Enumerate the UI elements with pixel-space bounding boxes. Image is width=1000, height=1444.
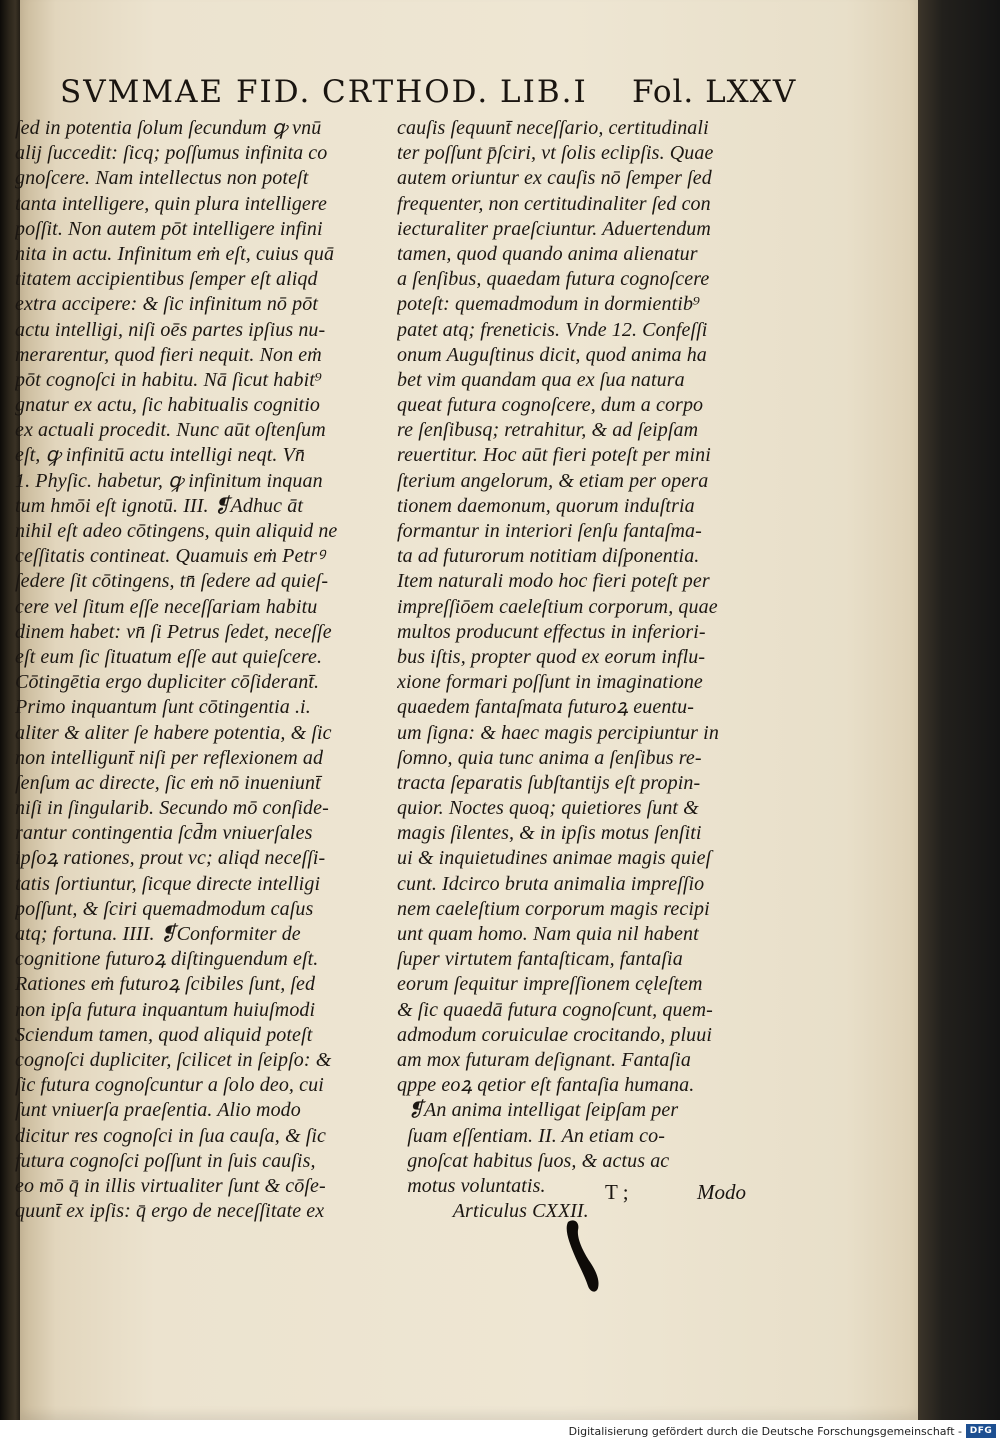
text-line: queat futura cognoſcere, dum a corpo xyxy=(397,394,704,417)
text-line: ſedere ſit cōtingens, tn̄ ſedere ad quieſ- xyxy=(15,570,329,593)
text-line: um ſigna: & haec magis percipiuntur in xyxy=(397,721,719,744)
text-line: Articulus CXXII. xyxy=(397,1200,589,1223)
text-line: ſic futura cognoſcuntur a ſolo deo, cui xyxy=(15,1074,324,1097)
text-line: iecturaliter praeſciuntur. Aduertendum xyxy=(397,217,711,240)
text-line: formantur in interiori ſenſu fantaſma- xyxy=(397,520,702,542)
text-line: atq; fortuna. IIII. ❡Conformiter de xyxy=(15,923,301,945)
text-line: cunt. Idcirco bruta animalia impreſſio xyxy=(397,872,705,895)
text-line: cognitione futuroꝝ diſtinguendum eſt. xyxy=(15,948,319,971)
text-line: reuertitur. Hoc aūt fieri poteſt per mini xyxy=(397,444,711,467)
text-line: ſunt vniuerſa praeſentia. Alio modo xyxy=(15,1099,301,1122)
text-line: 1. Phyſic. habetur, ꝙ infinitum inquan xyxy=(15,469,323,492)
text-line: onum Auguſtinus dicit, quod anima ha xyxy=(397,343,707,366)
text-line: nita in actu. Infinitum eṁ eſt, cuius quā xyxy=(15,242,335,265)
right-text-column xyxy=(397,116,765,1224)
text-line: dinem habet: vn̄ ſi Petrus ſedet, neceſſe xyxy=(15,620,332,643)
text-line: eſt, ꝙ infinitū actu intelligi neqt. Vn̄ xyxy=(15,444,305,467)
text-line: nem caeleſtium corporum magis recipi xyxy=(397,897,710,920)
text-line: titatem accipientibus ſemper eſt aliqd xyxy=(15,268,318,291)
text-line: quior. Noctes quoq; quietiores ſunt & xyxy=(397,797,699,820)
text-line: cere vel ſitum eſſe neceſſariam habitu xyxy=(15,595,318,618)
text-line: tanta intelligere, quin plura intelligere xyxy=(15,192,328,215)
text-line: ❡An anima intelligat ſeipſam per xyxy=(397,1099,679,1122)
text-line: ſed in potentia ſolum ſecundum ꝙ vnū xyxy=(15,117,322,139)
header-title-part: CRTHOD. xyxy=(322,74,490,110)
text-line: rantur contingentia ſcd̄m vniuerſales xyxy=(15,822,313,845)
text-line: ſenſum ac directe, ſic eṁ nō inueniunt̄ xyxy=(15,771,321,794)
dfg-logo: DFG xyxy=(966,1424,996,1438)
text-line: Primo inquantum ſunt cōtingentia .i. xyxy=(15,696,311,719)
digitization-footer xyxy=(0,1420,1000,1444)
text-line: extra accipere: & ſic infinitum nō pōt xyxy=(15,293,318,316)
text-line: qppe eoꝝ qetior eſt fantaſia humana. xyxy=(397,1074,695,1097)
text-line: eo mō q̄ in illis virtualiter ſunt & cōſe- xyxy=(15,1174,326,1197)
text-line: non intelligunt̄ niſi per reflexionem ad xyxy=(15,746,324,769)
text-line: merarentur, quod fieri nequit. Non eṁ xyxy=(15,343,322,366)
text-line: dicitur res cognoſci in ſua cauſa, & ſic xyxy=(15,1124,326,1147)
text-line: cauſis ſequunt̄ neceſſario, certitudinali xyxy=(397,117,709,139)
text-line: alij ſuccedit: ſicq; poſſumus infinita co xyxy=(15,142,328,165)
text-line: frequenter, non certitudinaliter ſed con xyxy=(397,192,711,215)
text-line: Item naturali modo hoc fieri poteſt per xyxy=(397,570,710,593)
signature-mark: T ; xyxy=(605,1180,629,1204)
text-line: patet atq; freneticis. Vnde 12. Confeſſi xyxy=(397,318,708,341)
text-line: ui & inquietudines animae magis quieſ xyxy=(397,847,712,870)
text-line: gnoſcere. Nam intellectus non poteſt xyxy=(15,167,309,190)
text-line: & ſic quaedā futura cognoſcunt, quem- xyxy=(397,998,713,1021)
text-line: ſuam eſſentiam. II. An etiam co- xyxy=(397,1124,665,1147)
text-line: am mox futuram deſignant. Fantaſia xyxy=(397,1048,691,1071)
text-line: quaedem fantaſmata futuroꝝ euentu- xyxy=(397,696,694,719)
text-line: aliter & aliter ſe habere potentia, & ſic xyxy=(15,721,332,744)
text-line: multos producunt effectus in inferiori- xyxy=(397,620,706,643)
text-line: ſterium angelorum, & etiam per opera xyxy=(397,469,709,492)
text-line: tracta ſeparatis ſubſtantijs eſt propin- xyxy=(397,771,701,794)
text-line: actu intelligi, niſi oēs partes ipſius nu- xyxy=(15,318,326,341)
text-line: ceſſitatis contineat. Quamuis eṁ Petrꝰ xyxy=(15,545,325,568)
text-line: nihil eſt adeo cōtingens, quin aliquid ne xyxy=(15,520,338,542)
header-folio-number: Fol. LXXV xyxy=(632,74,797,110)
header-title-part: FID. xyxy=(236,74,312,110)
text-line: admodum coruiculae crocitando, pluui xyxy=(397,1023,713,1046)
text-line: tionem daemonum, quorum induſtria xyxy=(397,494,695,517)
header-book-number: LIB.I xyxy=(500,74,588,110)
text-line: ex actuali procedit. Nunc aūt oſtenſum xyxy=(15,419,326,442)
text-line: xione formari poſſunt in imaginatione xyxy=(397,671,703,694)
catchword: Modo xyxy=(697,1180,746,1204)
text-line: ta ad futurorum notitiam diſponentia. xyxy=(397,545,700,568)
text-line: poſſunt, & ſciri quemadmodum caſus xyxy=(15,897,314,920)
text-line: bet vim quandam qua ex ſua natura xyxy=(397,368,685,391)
footer-credit-text: Digitalisierung gefördert durch die Deutsche Forschungsgemeinschaft - xyxy=(568,1425,962,1438)
right-dark-margin xyxy=(918,0,1000,1420)
text-line: tum hmōi eſt ignotū. III. ❡Adhuc āt xyxy=(15,494,303,517)
text-line: ſuper virtutem fantaſticam, fantaſia xyxy=(397,948,683,971)
text-line: niſi in ſingularib. Secundo mō conſide- xyxy=(15,797,329,820)
running-header xyxy=(60,74,797,114)
text-line: a ſenſibus, quaedam futura cognoſcere xyxy=(397,268,710,291)
text-line: magis ſilentes, & in ipſis motus ſenſiti xyxy=(397,822,702,845)
left-text-column xyxy=(15,116,387,1224)
text-line: quunt̄ ex ipſis: q̄ ergo de neceſſitate ex xyxy=(15,1200,325,1223)
header-title-part: SVMMAE xyxy=(60,74,225,110)
text-line: cognoſci dupliciter, ſcilicet in ſeipſo: & xyxy=(15,1048,332,1071)
text-line: futura cognoſci poſſunt in ſuis cauſis, xyxy=(15,1149,316,1172)
text-line: ſomno, quia tunc anima a ſenſibus re- xyxy=(397,746,702,769)
text-line: pōt cognoſci in habitu. Nā ſicut habit⁹ xyxy=(15,368,322,391)
text-line: ter poſſunt p̄ſciri, vt ſolis eclipſis. Quae xyxy=(397,142,714,165)
ink-blot-mark xyxy=(560,1216,610,1296)
text-line: unt quam homo. Nam quia nil habent xyxy=(397,923,699,945)
text-line: poſſit. Non autem pōt intelligere infini xyxy=(15,217,323,240)
text-line: Rationes eṁ futuroꝝ ſcibiles ſunt, ſed xyxy=(15,973,316,996)
text-line: non ipſa futura inquantum huiuſmodi xyxy=(15,998,316,1021)
text-line: impreſſiōem caeleſtium corporum, quae xyxy=(397,595,718,618)
text-line: eſt eum ſic ſituatum eſſe aut quieſcere. xyxy=(15,645,323,668)
text-line: eorum ſequitur impreſſionem cęleſtem xyxy=(397,973,703,996)
text-line: bus iſtis, propter quod ex eorum influ- xyxy=(397,645,706,668)
text-line: ipſoꝝ rationes, prout vc; aliqd neceſſi- xyxy=(15,847,326,870)
text-line: Cōtingētia ergo dupliciter cōſiderant̄. xyxy=(15,671,320,694)
text-line: tatis ſortiuntur, ſicque directe intelligi xyxy=(15,872,321,895)
text-line: re ſenſibusq; retrahitur, & ad ſeipſam xyxy=(397,419,699,442)
text-line: gnoſcat habitus ſuos, & actus ac xyxy=(397,1149,670,1172)
text-line: autem oriuntur ex cauſis nō ſemper ſed xyxy=(397,167,712,190)
text-line: poteſt: quemadmodum in dormientib⁹ xyxy=(397,293,701,316)
text-line: tamen, quod quando anima alienatur xyxy=(397,242,698,265)
text-line: motus voluntatis. xyxy=(397,1174,546,1197)
text-line: Sciendum tamen, quod aliquid poteſt xyxy=(15,1023,313,1046)
text-line: gnatur ex actu, ſic habitualis cognitio xyxy=(15,394,320,417)
